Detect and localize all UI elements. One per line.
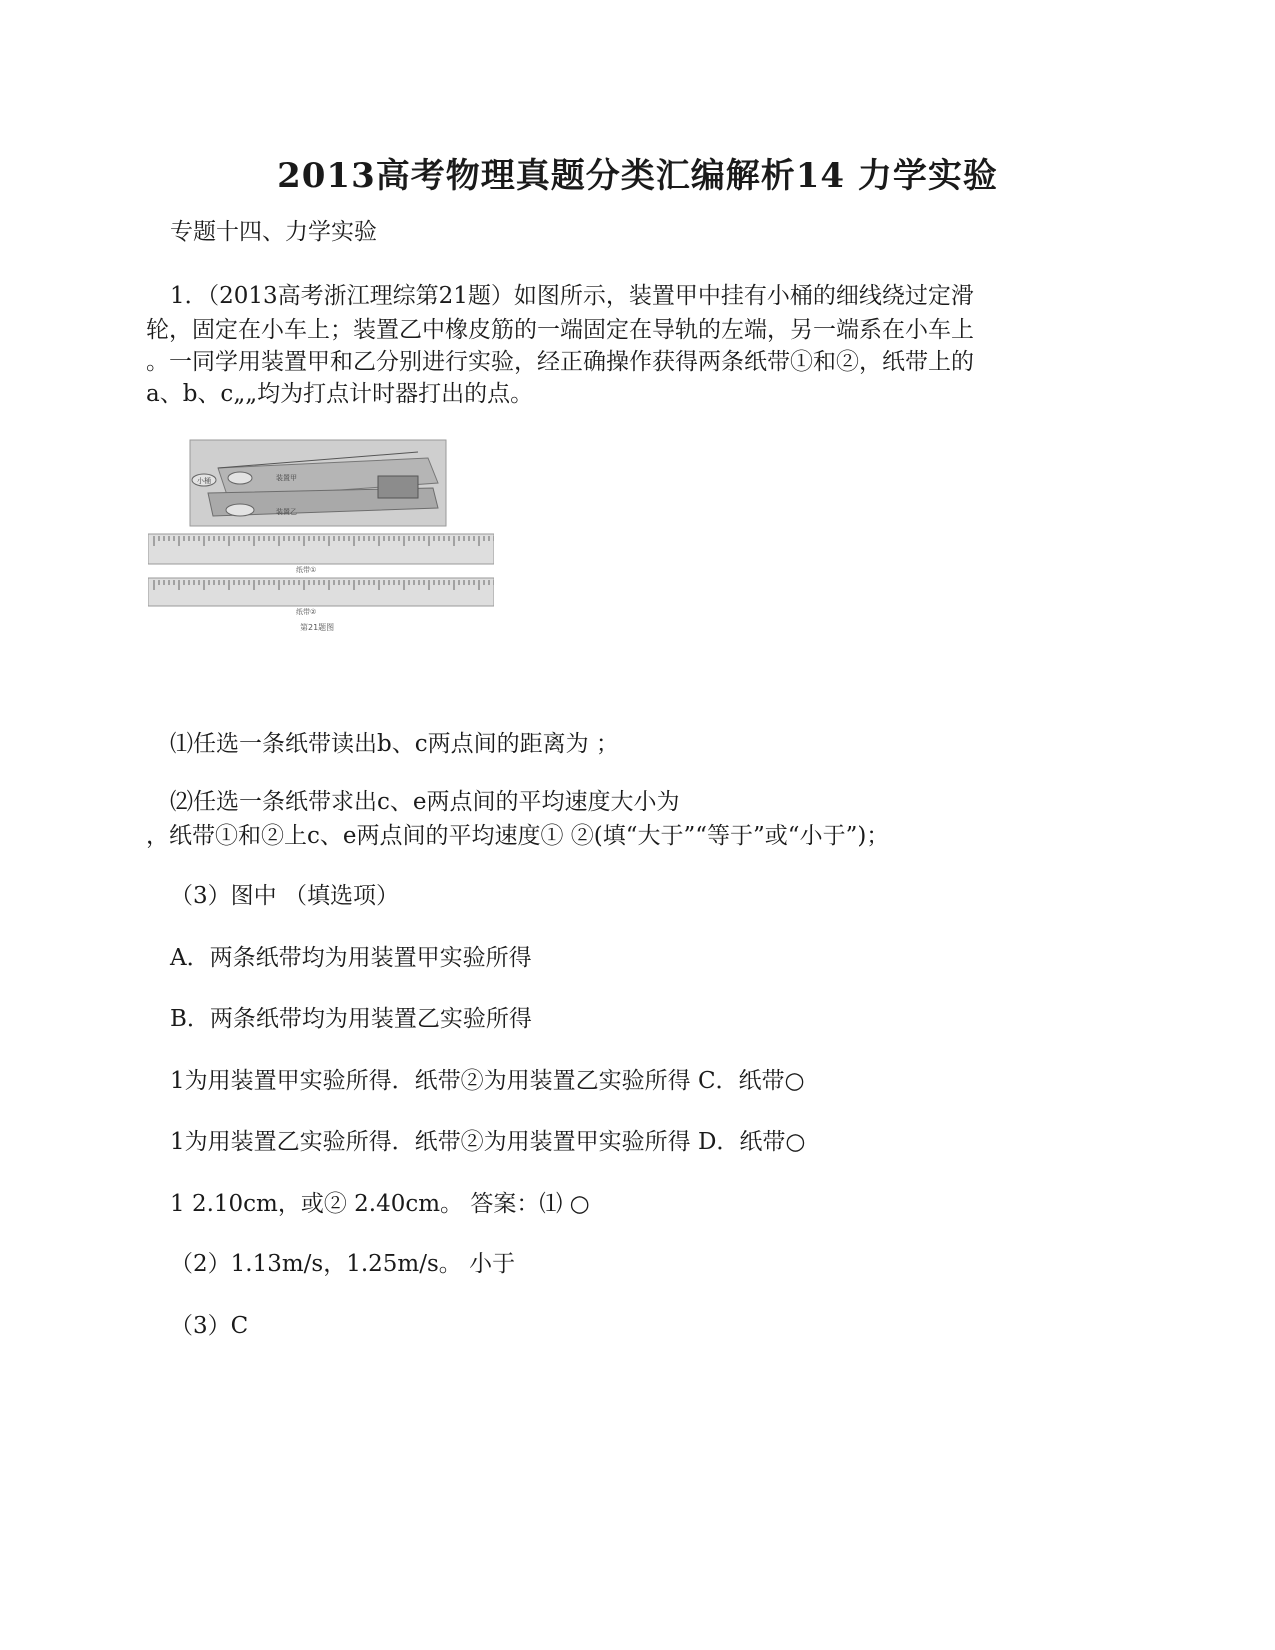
sub-question-2-line-2: ，纸带①和②上c、e两点间的平均速度① ②(填“大于”“等于”或“小于”)； [146, 823, 890, 849]
question-intro-line-2: 轮，固定在小车上；装置乙中橡皮筋的一端固定在导轨的左端，另一端系在小车上 [146, 317, 974, 343]
figure-caption: 第21题图 [300, 623, 335, 632]
tape-1-ruler [148, 534, 494, 564]
sub-question-1: ⑴任选一条纸带读出b、c两点间的距离为 ； [170, 731, 619, 757]
tape-2-ruler [148, 578, 494, 606]
question-intro-line-3: 。一同学用装置甲和乙分别进行实验，经正确操作获得两条纸带①和②，纸带上的 [146, 349, 974, 375]
sub-question-3: （3）图中 （填选项） [170, 883, 399, 909]
option-a: A．两条纸带均为用装置甲实验所得 [170, 945, 532, 971]
experiment-figure [148, 438, 494, 638]
label-apparatus-b: 装置乙 [276, 508, 297, 516]
label-apparatus-a: 装置甲 [276, 474, 297, 482]
page-title: 2013高考物理真题分类汇编解析14 力学实验 [277, 156, 998, 196]
option-d: 1为用装置乙实验所得．纸带②为用装置甲实验所得 D．纸带○ [170, 1129, 806, 1155]
question-intro-line-1: 1．（2013高考浙江理综第21题）如图所示，装置甲中挂有小桶的细线绕过定滑 [170, 283, 974, 309]
label-tape-2: 纸带② [296, 608, 317, 616]
label-tape-1: 纸带① [296, 566, 317, 574]
label-bucket: 小桶 [197, 477, 211, 485]
option-b: B．两条纸带均为用装置乙实验所得 [170, 1006, 532, 1032]
section-heading: 专题十四、力学实验 [170, 219, 377, 245]
question-intro-line-4: a、b、c„„均为打点计时器打出的点。 [146, 381, 534, 407]
answer-line-3: （3）C [170, 1313, 249, 1339]
experiment-figure-drawing [148, 438, 494, 638]
sub-question-2-line-1: ⑵任选一条纸带求出c、e两点间的平均速度大小为 [170, 789, 680, 815]
answer-line-1: 1 2.10cm，或② 2.40cm。 答案：⑴ ○ [170, 1191, 590, 1217]
answer-line-2: （2）1.13m/s，1.25m/s。 小于 [170, 1251, 516, 1277]
option-c: 1为用装置甲实验所得．纸带②为用装置乙实验所得 C．纸带○ [170, 1068, 805, 1094]
